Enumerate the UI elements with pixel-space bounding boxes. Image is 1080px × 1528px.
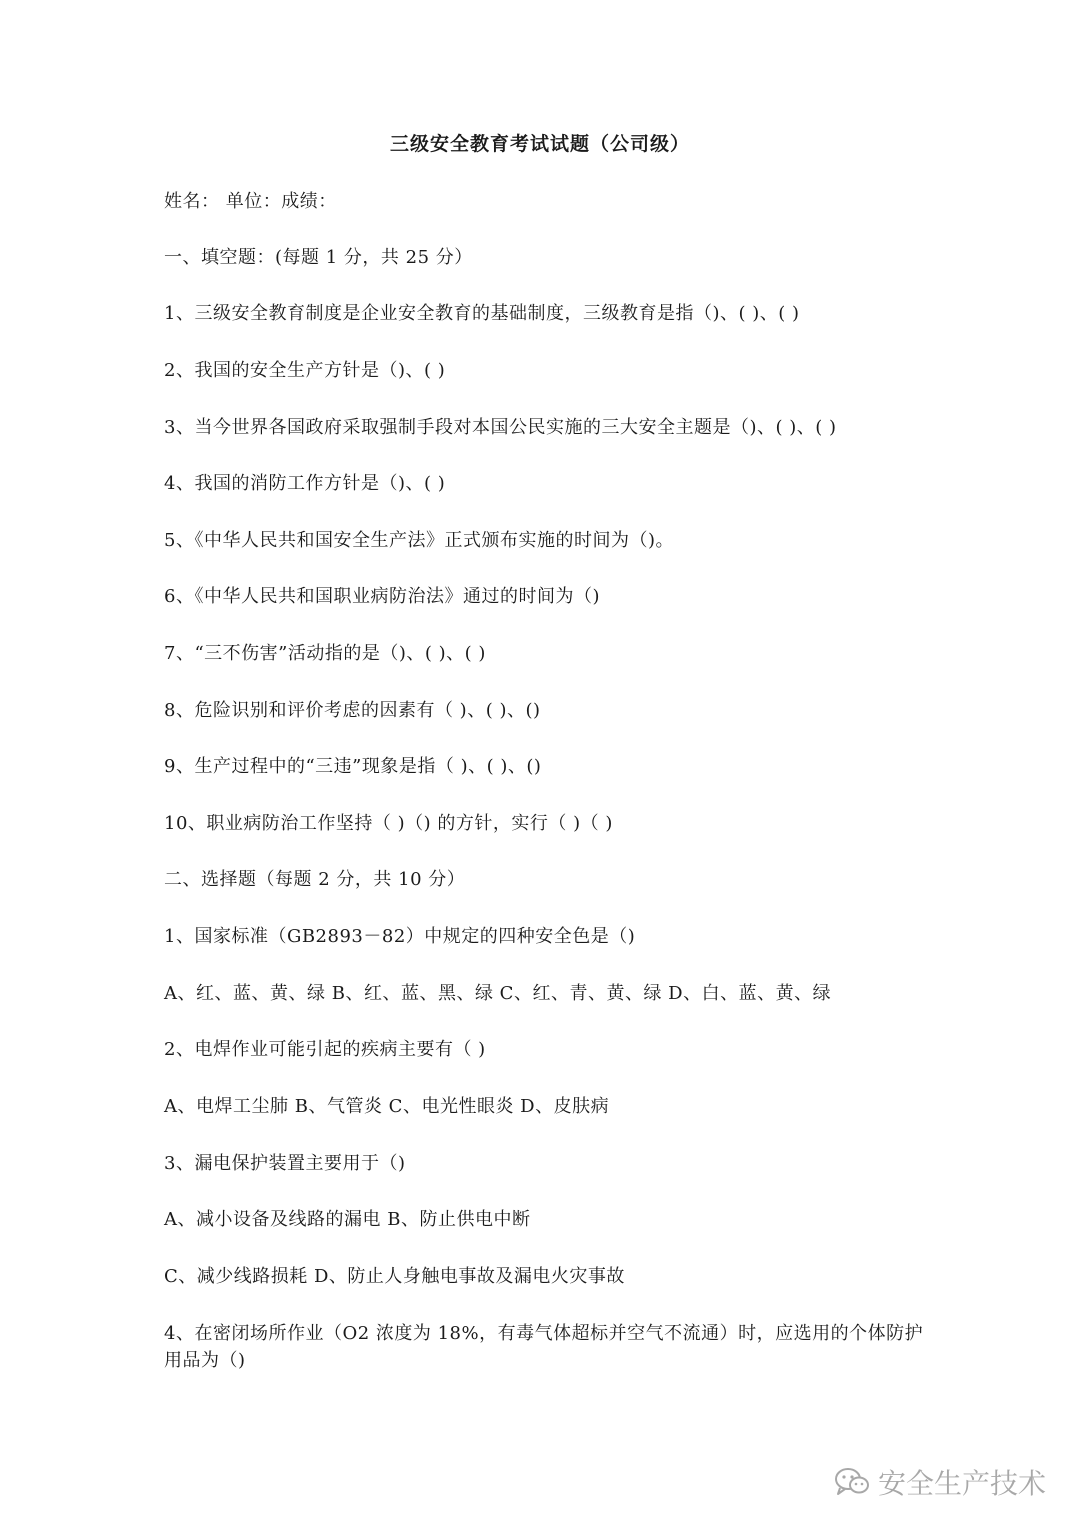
section-heading-fill-in: 一、填空题：(每题 1 分，共 25 分） — [164, 247, 473, 268]
watermark-text: 安全生产技术 — [877, 1467, 1046, 1500]
question-item: 4、我国的消防工作方针是（)、( ) — [164, 473, 446, 494]
question-item: 8、危险识别和评价考虑的因素有（ )、( )、() — [164, 700, 541, 721]
watermark — [834, 1462, 1046, 1502]
question-item: 2、电焊作业可能引起的疾病主要有（ ) — [164, 1039, 486, 1060]
wechat-icon — [834, 1466, 870, 1498]
page-title: 三级安全教育考试试题（公司级） — [389, 133, 690, 155]
question-item: 9、生产过程中的“三违”现象是指（ )、( )、() — [164, 756, 542, 777]
question-item: 3、漏电保护装置主要用于（) — [164, 1153, 406, 1174]
question-item: 6、《中华人民共和国职业病防治法》通过的时间为（) — [164, 586, 600, 607]
section-heading-choice: 二、选择题（每题 2 分，共 10 分） — [164, 869, 466, 890]
question-item: 3、当今世界各国政府采取强制手段对本国公民实施的三大安全主题是（)、( )、( ) — [164, 417, 837, 438]
header-info-line: 姓名： 单位：成绩： — [164, 191, 337, 212]
question-item: 4、在密闭场所作业（O2 浓度为 18%，有毒气体超标并空气不流通）时，应选用的个体防护用品为（) — [164, 1323, 924, 1371]
question-item: 1、三级安全教育制度是企业安全教育的基础制度，三级教育是指（)、( )、( ) — [164, 303, 800, 324]
question-item: 7、“三不伤害”活动指的是（)、( )、( ) — [164, 643, 486, 664]
answer-options: A、减小设备及线路的漏电 B、防止供电中断 — [164, 1209, 531, 1230]
answer-options: A、红、蓝、黄、绿 B、红、蓝、黑、绿 C、红、青、黄、绿 D、白、蓝、黄、绿 — [164, 983, 832, 1004]
question-item: 10、职业病防治工作坚持（ )（) 的方针，实行（ )（ ) — [164, 813, 613, 834]
question-item: 5、《中华人民共和国安全生产法》正式颁布实施的时间为（)。 — [164, 530, 674, 551]
question-item: 2、我国的安全生产方针是（)、( ) — [164, 360, 446, 381]
question-item: 1、国家标准（GB2893－82）中规定的四种安全色是（) — [164, 926, 636, 947]
answer-options: C、减少线路损耗 D、防止人身触电事故及漏电火灾事故 — [164, 1266, 625, 1287]
answer-options: A、电焊工尘肺 B、气管炎 C、电光性眼炎 D、皮肤病 — [164, 1096, 610, 1117]
